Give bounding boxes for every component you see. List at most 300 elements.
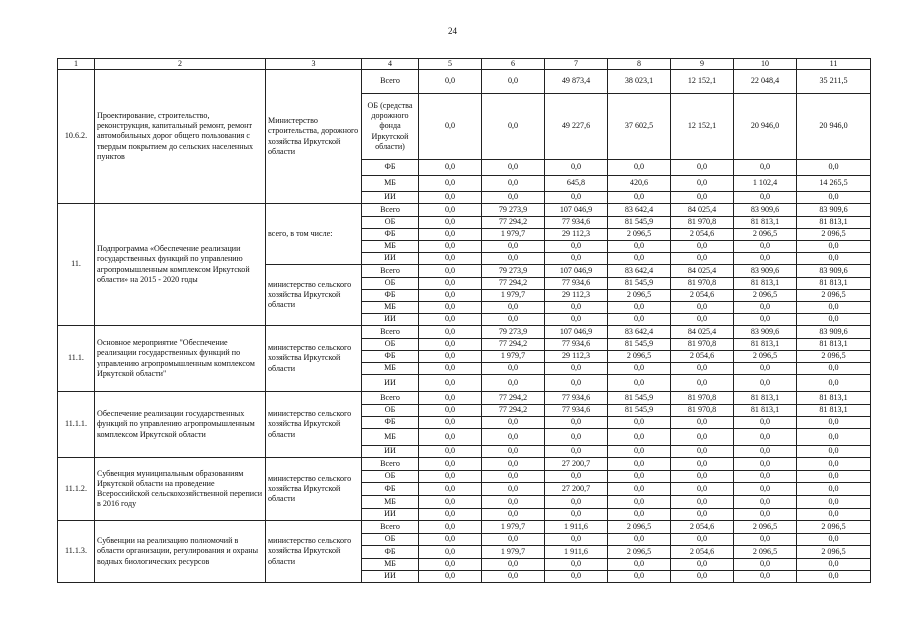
funding-source: ФБ <box>362 351 419 363</box>
amount-cell: 0,0 <box>419 253 482 265</box>
amount-cell: 0,0 <box>797 471 871 483</box>
amount-cell: 2 096,5 <box>797 229 871 241</box>
funding-source: ИИ <box>362 571 419 583</box>
amount-cell: 2 096,5 <box>734 351 797 363</box>
amount-cell: 0,0 <box>482 534 545 546</box>
amount-cell: 1 911,6 <box>545 521 608 534</box>
amount-cell: 0,0 <box>545 160 608 176</box>
amount-cell: 0,0 <box>797 363 871 375</box>
amount-cell: 0,0 <box>797 302 871 314</box>
funding-source: ФБ <box>362 290 419 302</box>
amount-cell: 2 096,5 <box>797 521 871 534</box>
amount-cell: 0,0 <box>608 496 671 509</box>
amount-cell: 77 294,2 <box>482 278 545 290</box>
funding-source: Всего <box>362 392 419 405</box>
amount-cell: 83 642,4 <box>608 265 671 278</box>
amount-cell: 84 025,4 <box>671 204 734 217</box>
responsible-executor: Министерство строительства, дорожного хозяйства Иркутской области <box>266 70 362 204</box>
amount-cell: 0,0 <box>419 339 482 351</box>
funding-source: ОБ (средства дорожного фонда Иркутской области) <box>362 94 419 160</box>
amount-cell: 0,0 <box>482 302 545 314</box>
amount-cell: 2 096,5 <box>608 351 671 363</box>
amount-cell: 0,0 <box>797 429 871 446</box>
funding-source: ОБ <box>362 217 419 229</box>
funding-source: ИИ <box>362 446 419 458</box>
amount-cell: 0,0 <box>419 160 482 176</box>
amount-cell: 0,0 <box>419 521 482 534</box>
funding-source: ИИ <box>362 253 419 265</box>
funding-source: МБ <box>362 559 419 571</box>
amount-cell: 77 934,6 <box>545 392 608 405</box>
responsible-executor: министерство сельского хозяйства Иркутской области <box>266 392 362 458</box>
amount-cell: 0,0 <box>545 496 608 509</box>
amount-cell: 0,0 <box>419 302 482 314</box>
amount-cell: 0,0 <box>608 571 671 583</box>
amount-cell: 0,0 <box>734 446 797 458</box>
amount-cell: 0,0 <box>734 496 797 509</box>
amount-cell: 0,0 <box>734 509 797 521</box>
amount-cell: 0,0 <box>797 559 871 571</box>
amount-cell: 1 979,7 <box>482 290 545 302</box>
column-number: 10 <box>734 59 797 70</box>
amount-cell: 49 227,6 <box>545 94 608 160</box>
funding-source: ИИ <box>362 314 419 326</box>
amount-cell: 2 096,5 <box>734 546 797 559</box>
amount-cell: 0,0 <box>545 314 608 326</box>
table-row <box>58 392 871 405</box>
amount-cell: 0,0 <box>545 509 608 521</box>
amount-cell: 81 545,9 <box>608 278 671 290</box>
amount-cell: 0,0 <box>419 326 482 339</box>
amount-cell: 77 934,6 <box>545 405 608 417</box>
amount-cell: 107 046,9 <box>545 326 608 339</box>
table-row <box>58 458 871 471</box>
row-name: Подпрограмма «Обеспечение реализации государственных функций по управлению агропромышленным комплексом Иркутской области» на 2015 - 2020 годы <box>95 204 266 326</box>
amount-cell: 81 545,9 <box>608 392 671 405</box>
table-body <box>58 59 871 583</box>
amount-cell: 0,0 <box>734 483 797 496</box>
row-code: 10.6.2. <box>58 70 95 204</box>
amount-cell: 0,0 <box>797 253 871 265</box>
amount-cell: 37 602,5 <box>608 94 671 160</box>
amount-cell: 0,0 <box>608 302 671 314</box>
amount-cell: 0,0 <box>734 559 797 571</box>
amount-cell: 2 054,6 <box>671 351 734 363</box>
funding-source: ОБ <box>362 339 419 351</box>
column-number: 6 <box>482 59 545 70</box>
amount-cell: 0,0 <box>734 429 797 446</box>
amount-cell: 0,0 <box>419 363 482 375</box>
amount-cell: 0,0 <box>608 458 671 471</box>
amount-cell: 0,0 <box>797 375 871 392</box>
amount-cell: 0,0 <box>608 417 671 429</box>
amount-cell: 0,0 <box>734 458 797 471</box>
amount-cell: 0,0 <box>671 534 734 546</box>
column-number: 4 <box>362 59 419 70</box>
amount-cell: 0,0 <box>545 363 608 375</box>
row-code: 11.1.3. <box>58 521 95 583</box>
amount-cell: 1 979,7 <box>482 546 545 559</box>
amount-cell: 0,0 <box>545 429 608 446</box>
responsible-executor: всего, в том числе: <box>266 204 362 265</box>
row-name: Обеспечение реализации государственных функций по управлению агропромышленным комплексом Иркутской области <box>95 392 266 458</box>
amount-cell: 0,0 <box>734 375 797 392</box>
amount-cell: 0,0 <box>671 471 734 483</box>
amount-cell: 0,0 <box>797 160 871 176</box>
amount-cell: 0,0 <box>419 265 482 278</box>
amount-cell: 0,0 <box>608 446 671 458</box>
amount-cell: 0,0 <box>734 534 797 546</box>
amount-cell: 81 970,8 <box>671 392 734 405</box>
amount-cell: 2 096,5 <box>797 290 871 302</box>
amount-cell: 83 642,4 <box>608 204 671 217</box>
amount-cell: 81 813,1 <box>734 278 797 290</box>
amount-cell: 0,0 <box>419 229 482 241</box>
amount-cell: 0,0 <box>419 241 482 253</box>
amount-cell: 27 200,7 <box>545 483 608 496</box>
amount-cell: 0,0 <box>797 483 871 496</box>
amount-cell: 2 096,5 <box>734 521 797 534</box>
amount-cell: 2 096,5 <box>797 351 871 363</box>
amount-cell: 0,0 <box>734 363 797 375</box>
amount-cell: 0,0 <box>671 375 734 392</box>
amount-cell: 0,0 <box>608 363 671 375</box>
amount-cell: 0,0 <box>671 176 734 192</box>
amount-cell: 0,0 <box>797 417 871 429</box>
amount-cell: 0,0 <box>734 241 797 253</box>
amount-cell: 0,0 <box>671 458 734 471</box>
funding-source: МБ <box>362 302 419 314</box>
funding-source: ИИ <box>362 192 419 204</box>
amount-cell: 2 054,6 <box>671 521 734 534</box>
amount-cell: 77 294,2 <box>482 405 545 417</box>
amount-cell: 2 096,5 <box>797 546 871 559</box>
amount-cell: 81 813,1 <box>734 217 797 229</box>
amount-cell: 2 054,6 <box>671 290 734 302</box>
amount-cell: 0,0 <box>608 314 671 326</box>
amount-cell: 1 979,7 <box>482 351 545 363</box>
amount-cell: 0,0 <box>482 417 545 429</box>
amount-cell: 0,0 <box>482 94 545 160</box>
amount-cell: 20 946,0 <box>797 94 871 160</box>
amount-cell: 81 813,1 <box>797 339 871 351</box>
amount-cell: 0,0 <box>419 375 482 392</box>
amount-cell: 0,0 <box>734 192 797 204</box>
amount-cell: 0,0 <box>482 160 545 176</box>
amount-cell: 0,0 <box>419 70 482 94</box>
amount-cell: 77 934,6 <box>545 278 608 290</box>
amount-cell: 77 294,2 <box>482 217 545 229</box>
column-number: 9 <box>671 59 734 70</box>
table-row <box>58 326 871 339</box>
column-number-row <box>58 59 871 70</box>
amount-cell: 0,0 <box>419 192 482 204</box>
amount-cell: 0,0 <box>419 559 482 571</box>
amount-cell: 0,0 <box>419 405 482 417</box>
amount-cell: 645,8 <box>545 176 608 192</box>
amount-cell: 83 642,4 <box>608 326 671 339</box>
amount-cell: 0,0 <box>671 509 734 521</box>
amount-cell: 0,0 <box>608 509 671 521</box>
amount-cell: 83 909,6 <box>797 326 871 339</box>
amount-cell: 0,0 <box>734 160 797 176</box>
amount-cell: 0,0 <box>419 176 482 192</box>
amount-cell: 0,0 <box>482 241 545 253</box>
amount-cell: 81 545,9 <box>608 339 671 351</box>
funding-source: ФБ <box>362 417 419 429</box>
amount-cell: 0,0 <box>671 429 734 446</box>
amount-cell: 0,0 <box>482 446 545 458</box>
funding-source: МБ <box>362 176 419 192</box>
funding-source: Всего <box>362 458 419 471</box>
amount-cell: 0,0 <box>608 559 671 571</box>
amount-cell: 0,0 <box>419 496 482 509</box>
amount-cell: 84 025,4 <box>671 326 734 339</box>
amount-cell: 0,0 <box>419 458 482 471</box>
amount-cell: 420,6 <box>608 176 671 192</box>
amount-cell: 2 096,5 <box>608 229 671 241</box>
amount-cell: 81 813,1 <box>734 339 797 351</box>
column-number: 11 <box>797 59 871 70</box>
amount-cell: 0,0 <box>671 192 734 204</box>
amount-cell: 2 096,5 <box>608 521 671 534</box>
amount-cell: 81 813,1 <box>797 278 871 290</box>
responsible-executor: министерство сельского хозяйства Иркутской области <box>266 458 362 521</box>
amount-cell: 0,0 <box>671 253 734 265</box>
amount-cell: 0,0 <box>545 446 608 458</box>
funding-source: ОБ <box>362 405 419 417</box>
amount-cell: 0,0 <box>482 458 545 471</box>
amount-cell: 27 200,7 <box>545 458 608 471</box>
amount-cell: 0,0 <box>734 302 797 314</box>
amount-cell: 0,0 <box>608 241 671 253</box>
amount-cell: 0,0 <box>734 471 797 483</box>
amount-cell: 0,0 <box>671 446 734 458</box>
amount-cell: 81 545,9 <box>608 405 671 417</box>
amount-cell: 0,0 <box>419 483 482 496</box>
amount-cell: 1 979,7 <box>482 521 545 534</box>
amount-cell: 0,0 <box>797 496 871 509</box>
amount-cell: 77 294,2 <box>482 392 545 405</box>
amount-cell: 81 813,1 <box>734 405 797 417</box>
amount-cell: 0,0 <box>671 559 734 571</box>
amount-cell: 2 096,5 <box>734 290 797 302</box>
amount-cell: 0,0 <box>734 253 797 265</box>
funding-source: Всего <box>362 70 419 94</box>
amount-cell: 0,0 <box>545 571 608 583</box>
amount-cell: 0,0 <box>671 571 734 583</box>
amount-cell: 35 211,5 <box>797 70 871 94</box>
funding-source: МБ <box>362 363 419 375</box>
responsible-executor: министерство сельского хозяйства Иркутской области <box>266 521 362 583</box>
amount-cell: 0,0 <box>608 471 671 483</box>
amount-cell: 0,0 <box>734 314 797 326</box>
amount-cell: 0,0 <box>545 471 608 483</box>
amount-cell: 29 112,3 <box>545 351 608 363</box>
amount-cell: 0,0 <box>797 192 871 204</box>
amount-cell: 0,0 <box>608 429 671 446</box>
amount-cell: 0,0 <box>482 471 545 483</box>
amount-cell: 0,0 <box>419 509 482 521</box>
amount-cell: 2 096,5 <box>608 546 671 559</box>
page-number: 24 <box>448 26 457 36</box>
amount-cell: 0,0 <box>671 302 734 314</box>
amount-cell: 0,0 <box>482 176 545 192</box>
amount-cell: 29 112,3 <box>545 229 608 241</box>
amount-cell: 1 102,4 <box>734 176 797 192</box>
amount-cell: 0,0 <box>797 458 871 471</box>
amount-cell: 81 970,8 <box>671 405 734 417</box>
amount-cell: 0,0 <box>671 496 734 509</box>
amount-cell: 1 979,7 <box>482 229 545 241</box>
amount-cell: 0,0 <box>797 571 871 583</box>
responsible-executor: министерство сельского хозяйства Иркутской области <box>266 326 362 392</box>
amount-cell: 0,0 <box>608 192 671 204</box>
amount-cell: 81 970,8 <box>671 278 734 290</box>
amount-cell: 0,0 <box>671 160 734 176</box>
amount-cell: 0,0 <box>545 192 608 204</box>
amount-cell: 0,0 <box>734 571 797 583</box>
amount-cell: 0,0 <box>608 253 671 265</box>
amount-cell: 81 813,1 <box>797 405 871 417</box>
amount-cell: 49 873,4 <box>545 70 608 94</box>
amount-cell: 0,0 <box>797 314 871 326</box>
funding-source: ИИ <box>362 509 419 521</box>
amount-cell: 0,0 <box>545 375 608 392</box>
amount-cell: 0,0 <box>671 417 734 429</box>
funding-source: ОБ <box>362 534 419 546</box>
row-code: 11. <box>58 204 95 326</box>
amount-cell: 0,0 <box>419 546 482 559</box>
row-name: Основное мероприятие "Обеспечение реализации государственных функций по управлению агропромышленным комплексом Иркутской области" <box>95 326 266 392</box>
amount-cell: 79 273,9 <box>482 326 545 339</box>
funding-source: ФБ <box>362 160 419 176</box>
row-code: 11.1. <box>58 326 95 392</box>
amount-cell: 29 112,3 <box>545 290 608 302</box>
amount-cell: 0,0 <box>482 483 545 496</box>
row-code: 11.1.2. <box>58 458 95 521</box>
amount-cell: 38 023,1 <box>608 70 671 94</box>
amount-cell: 0,0 <box>419 471 482 483</box>
amount-cell: 0,0 <box>419 290 482 302</box>
responsible-executor: министерство сельского хозяйства Иркутской области <box>266 265 362 326</box>
amount-cell: 79 273,9 <box>482 265 545 278</box>
column-number: 1 <box>58 59 95 70</box>
amount-cell: 0,0 <box>545 253 608 265</box>
funding-source: Всего <box>362 204 419 217</box>
amount-cell: 81 813,1 <box>797 217 871 229</box>
funding-source: ФБ <box>362 546 419 559</box>
amount-cell: 77 934,6 <box>545 339 608 351</box>
amount-cell: 1 911,6 <box>545 546 608 559</box>
amount-cell: 0,0 <box>419 278 482 290</box>
amount-cell: 0,0 <box>671 483 734 496</box>
column-number: 8 <box>608 59 671 70</box>
amount-cell: 0,0 <box>419 534 482 546</box>
amount-cell: 0,0 <box>419 204 482 217</box>
row-name: Субвенции на реализацию полномочий в области организации, регулирования и охраны водных биологических ресурсов <box>95 521 266 583</box>
amount-cell: 0,0 <box>671 314 734 326</box>
funding-source: Всего <box>362 265 419 278</box>
amount-cell: 0,0 <box>419 217 482 229</box>
amount-cell: 77 294,2 <box>482 339 545 351</box>
amount-cell: 81 545,9 <box>608 217 671 229</box>
amount-cell: 83 909,6 <box>734 265 797 278</box>
table-row <box>58 521 871 534</box>
amount-cell: 0,0 <box>419 392 482 405</box>
amount-cell: 81 813,1 <box>797 392 871 405</box>
amount-cell: 2 096,5 <box>608 290 671 302</box>
amount-cell: 2 054,6 <box>671 546 734 559</box>
amount-cell: 107 046,9 <box>545 204 608 217</box>
amount-cell: 12 152,1 <box>671 94 734 160</box>
funding-source: МБ <box>362 496 419 509</box>
amount-cell: 0,0 <box>482 363 545 375</box>
amount-cell: 0,0 <box>482 429 545 446</box>
amount-cell: 0,0 <box>671 241 734 253</box>
table-row <box>58 204 871 217</box>
funding-source: ФБ <box>362 229 419 241</box>
amount-cell: 0,0 <box>797 446 871 458</box>
amount-cell: 0,0 <box>797 534 871 546</box>
amount-cell: 81 970,8 <box>671 339 734 351</box>
funding-source: ОБ <box>362 278 419 290</box>
amount-cell: 0,0 <box>482 70 545 94</box>
funding-source: Всего <box>362 326 419 339</box>
funding-source: МБ <box>362 241 419 253</box>
column-number: 5 <box>419 59 482 70</box>
amount-cell: 0,0 <box>419 417 482 429</box>
amount-cell: 0,0 <box>482 375 545 392</box>
amount-cell: 0,0 <box>482 253 545 265</box>
amount-cell: 0,0 <box>797 509 871 521</box>
amount-cell: 0,0 <box>482 509 545 521</box>
amount-cell: 22 048,4 <box>734 70 797 94</box>
amount-cell: 0,0 <box>608 375 671 392</box>
amount-cell: 0,0 <box>419 94 482 160</box>
amount-cell: 12 152,1 <box>671 70 734 94</box>
amount-cell: 0,0 <box>482 496 545 509</box>
row-name: Субвенция муниципальным образованиям Иркутской области на проведение Всероссийской сельскохозяйственной переписи в 2016 году <box>95 458 266 521</box>
amount-cell: 2 054,6 <box>671 229 734 241</box>
amount-cell: 14 265,5 <box>797 176 871 192</box>
row-name: Проектирование, строительство, реконструкция, капитальный ремонт, ремонт автомобильных дорог общего пользования с твердым покрытием до сельских населенных пунктов <box>95 70 266 204</box>
amount-cell: 0,0 <box>419 571 482 583</box>
amount-cell: 20 946,0 <box>734 94 797 160</box>
amount-cell: 0,0 <box>482 571 545 583</box>
row-code: 11.1.1. <box>58 392 95 458</box>
amount-cell: 0,0 <box>545 417 608 429</box>
funding-source: ОБ <box>362 471 419 483</box>
amount-cell: 79 273,9 <box>482 204 545 217</box>
amount-cell: 0,0 <box>482 192 545 204</box>
amount-cell: 0,0 <box>482 559 545 571</box>
column-number: 2 <box>95 59 266 70</box>
funding-source: Всего <box>362 521 419 534</box>
column-number: 7 <box>545 59 608 70</box>
amount-cell: 81 970,8 <box>671 217 734 229</box>
amount-cell: 0,0 <box>545 559 608 571</box>
amount-cell: 81 813,1 <box>734 392 797 405</box>
funding-source: МБ <box>362 429 419 446</box>
funding-source: ИИ <box>362 375 419 392</box>
amount-cell: 0,0 <box>608 534 671 546</box>
amount-cell: 2 096,5 <box>734 229 797 241</box>
amount-cell: 0,0 <box>545 302 608 314</box>
budget-table <box>57 58 871 583</box>
column-number: 3 <box>266 59 362 70</box>
amount-cell: 0,0 <box>797 241 871 253</box>
